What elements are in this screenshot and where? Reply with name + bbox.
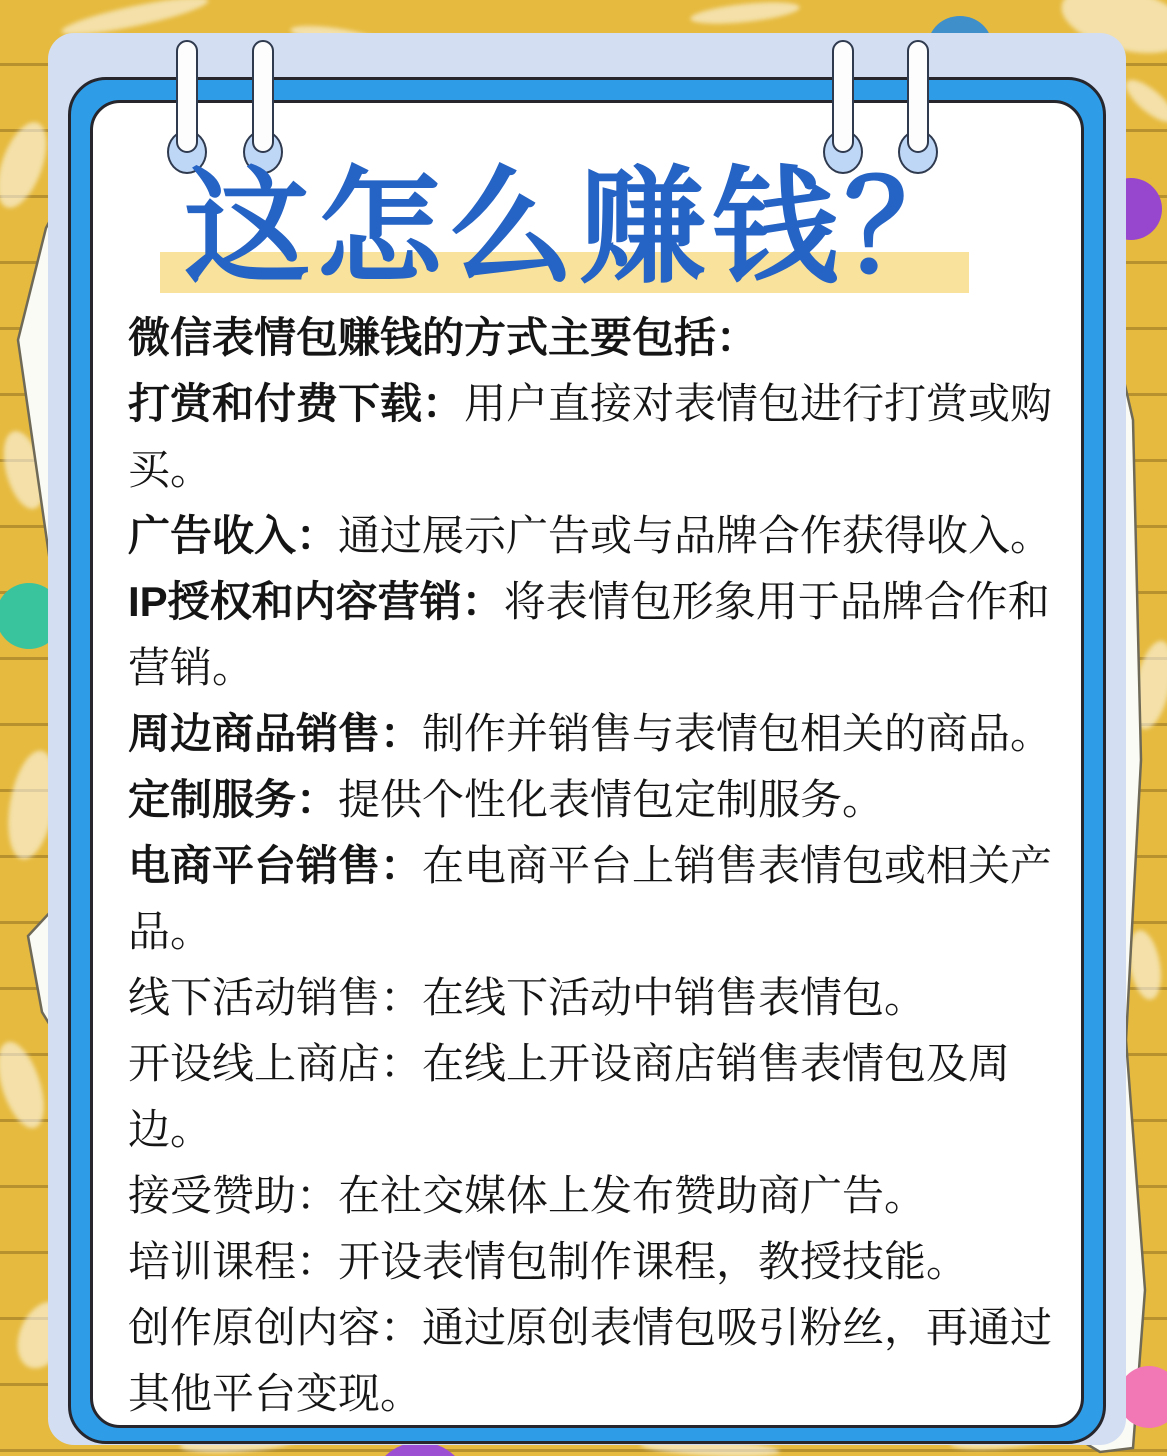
item-desc: 用户直接对表情包进行打赏或购买。 bbox=[128, 380, 1053, 493]
list-item bbox=[128, 1031, 1068, 1163]
item-label: 线下活动销售： bbox=[128, 974, 423, 1021]
item-label: 打赏和付费下载： bbox=[128, 380, 465, 427]
item-desc: 在线上开设商店销售表情包及周边。 bbox=[128, 1040, 1011, 1153]
item-label: 开设线上商店： bbox=[128, 1040, 423, 1087]
list-item bbox=[128, 1295, 1068, 1427]
list-item bbox=[128, 767, 1068, 833]
item-label: 接受赞助： bbox=[128, 1172, 339, 1219]
list-item bbox=[128, 371, 1068, 503]
item-desc: 开设表情包制作课程，教授技能。 bbox=[338, 1238, 969, 1285]
binder-ring-clip bbox=[176, 40, 198, 153]
page-title: 这怎么赚钱？ bbox=[184, 157, 976, 298]
intro-text: 微信表情包赚钱的方式主要包括： bbox=[128, 314, 759, 361]
body-text bbox=[128, 305, 1068, 1427]
item-label: 广告收入： bbox=[128, 512, 339, 559]
list-item bbox=[128, 1163, 1068, 1229]
binder-ring-clip bbox=[832, 40, 854, 153]
item-label: 周边商品销售： bbox=[128, 710, 423, 757]
item-desc: 通过展示广告或与品牌合作获得收入。 bbox=[338, 512, 1053, 559]
list-item bbox=[128, 701, 1068, 767]
intro-line bbox=[128, 305, 1068, 371]
item-desc: 提供个性化表情包定制服务。 bbox=[338, 776, 885, 823]
item-label: 电商平台销售： bbox=[128, 842, 423, 889]
item-desc: 将表情包形象用于品牌合作和营销。 bbox=[128, 578, 1050, 691]
item-desc: 通过原创表情包吸引粉丝，再通过其他平台变现。 bbox=[128, 1304, 1053, 1417]
binder-ring-clip bbox=[252, 40, 274, 153]
item-label: IP授权和内容营销： bbox=[128, 578, 504, 625]
item-desc: 在电商平台上销售表情包或相关产品。 bbox=[128, 842, 1053, 955]
item-label: 创作原创内容： bbox=[128, 1304, 423, 1351]
item-label: 培训课程： bbox=[128, 1238, 339, 1285]
list-item bbox=[128, 503, 1068, 569]
list-item bbox=[128, 569, 1068, 701]
item-desc: 在线下活动中销售表情包。 bbox=[422, 974, 927, 1021]
list-item bbox=[128, 1229, 1068, 1295]
item-label: 定制服务： bbox=[128, 776, 339, 823]
list-item bbox=[128, 833, 1068, 965]
list-item bbox=[128, 965, 1068, 1031]
binder-ring-clip bbox=[907, 40, 929, 153]
item-desc: 在社交媒体上发布赞助商广告。 bbox=[338, 1172, 927, 1219]
item-desc: 制作并销售与表情包相关的商品。 bbox=[422, 710, 1053, 757]
